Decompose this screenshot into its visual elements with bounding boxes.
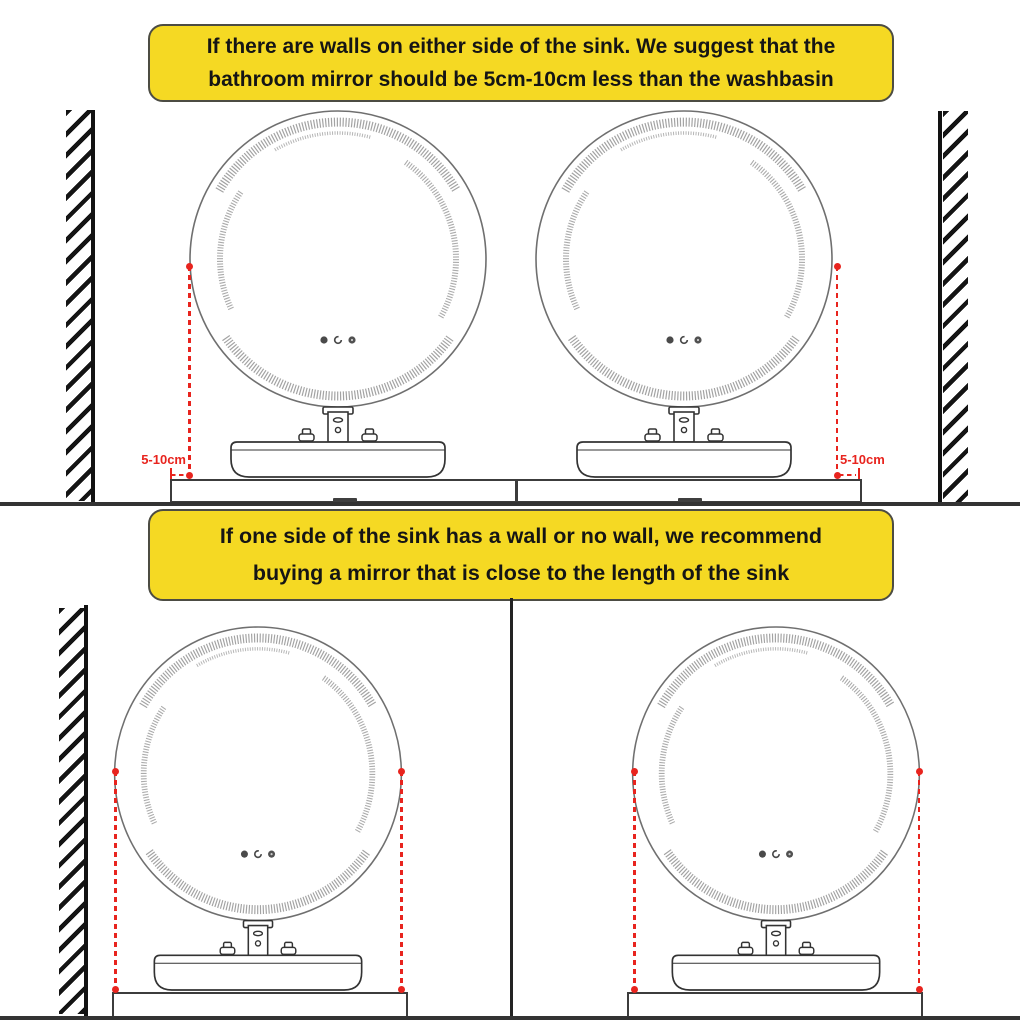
mirror-sink-unit-bottom-right — [621, 625, 931, 992]
bottom-left-wall-hatch-icon — [59, 608, 84, 1014]
left-wall-hatch-icon — [66, 110, 91, 501]
measure-dot — [834, 263, 841, 270]
right-wall-line — [938, 111, 942, 503]
measure-gap-line-top-right — [839, 474, 856, 476]
top-banner-line1: If there are walls on either side of the sink. We suggest that the — [206, 35, 836, 58]
bottom-left-countertop — [112, 992, 408, 1018]
measure-dot — [916, 768, 923, 775]
right-wall-hatch-icon — [943, 111, 968, 502]
mirror-sink-unit-top-left — [178, 109, 498, 479]
top-countertop-divider — [515, 480, 518, 502]
bottom-right-countertop — [627, 992, 923, 1018]
measure-dot — [186, 263, 193, 270]
bottom-floor-line — [0, 1016, 1020, 1020]
top-banner — [148, 24, 894, 102]
measure-line-top-right — [836, 266, 838, 475]
measure-line-bottom-right-a — [633, 771, 635, 989]
left-wall-line — [91, 110, 95, 503]
mirror-sink-unit-top-right — [524, 109, 844, 479]
measure-line-top-left — [188, 266, 190, 475]
measure-dot — [112, 986, 119, 993]
measure-label-top-left: 5-10cm — [141, 452, 186, 467]
top-floor-line — [0, 502, 1020, 506]
measure-dot — [631, 986, 638, 993]
measure-dot — [112, 768, 119, 775]
measure-gap-line-top-left — [171, 474, 188, 476]
bottom-banner-line1: If one side of the sink has a wall or no wall, we recommend — [219, 524, 823, 548]
measure-dot — [631, 768, 638, 775]
bottom-banner-line2: buying a mirror that is close to the length of the sink — [252, 561, 790, 585]
top-banner-line2: bathroom mirror should be 5cm-10cm less than the washbasin — [208, 68, 834, 91]
measure-label-top-right: 5-10cm — [840, 452, 885, 467]
bottom-banner — [148, 509, 894, 601]
measure-tick — [170, 468, 172, 479]
measure-line-bottom-right-b — [918, 771, 920, 989]
measure-line-bottom-left-b — [400, 771, 402, 989]
bottom-section-divider — [510, 598, 513, 1017]
bottom-left-wall-line — [84, 605, 88, 1017]
measure-dot — [398, 768, 405, 775]
measure-line-bottom-left-a — [114, 771, 116, 989]
mirror-sink-unit-bottom-left — [103, 625, 413, 992]
measure-tick — [858, 468, 860, 479]
measure-dot — [398, 986, 405, 993]
measure-dot — [916, 986, 923, 993]
